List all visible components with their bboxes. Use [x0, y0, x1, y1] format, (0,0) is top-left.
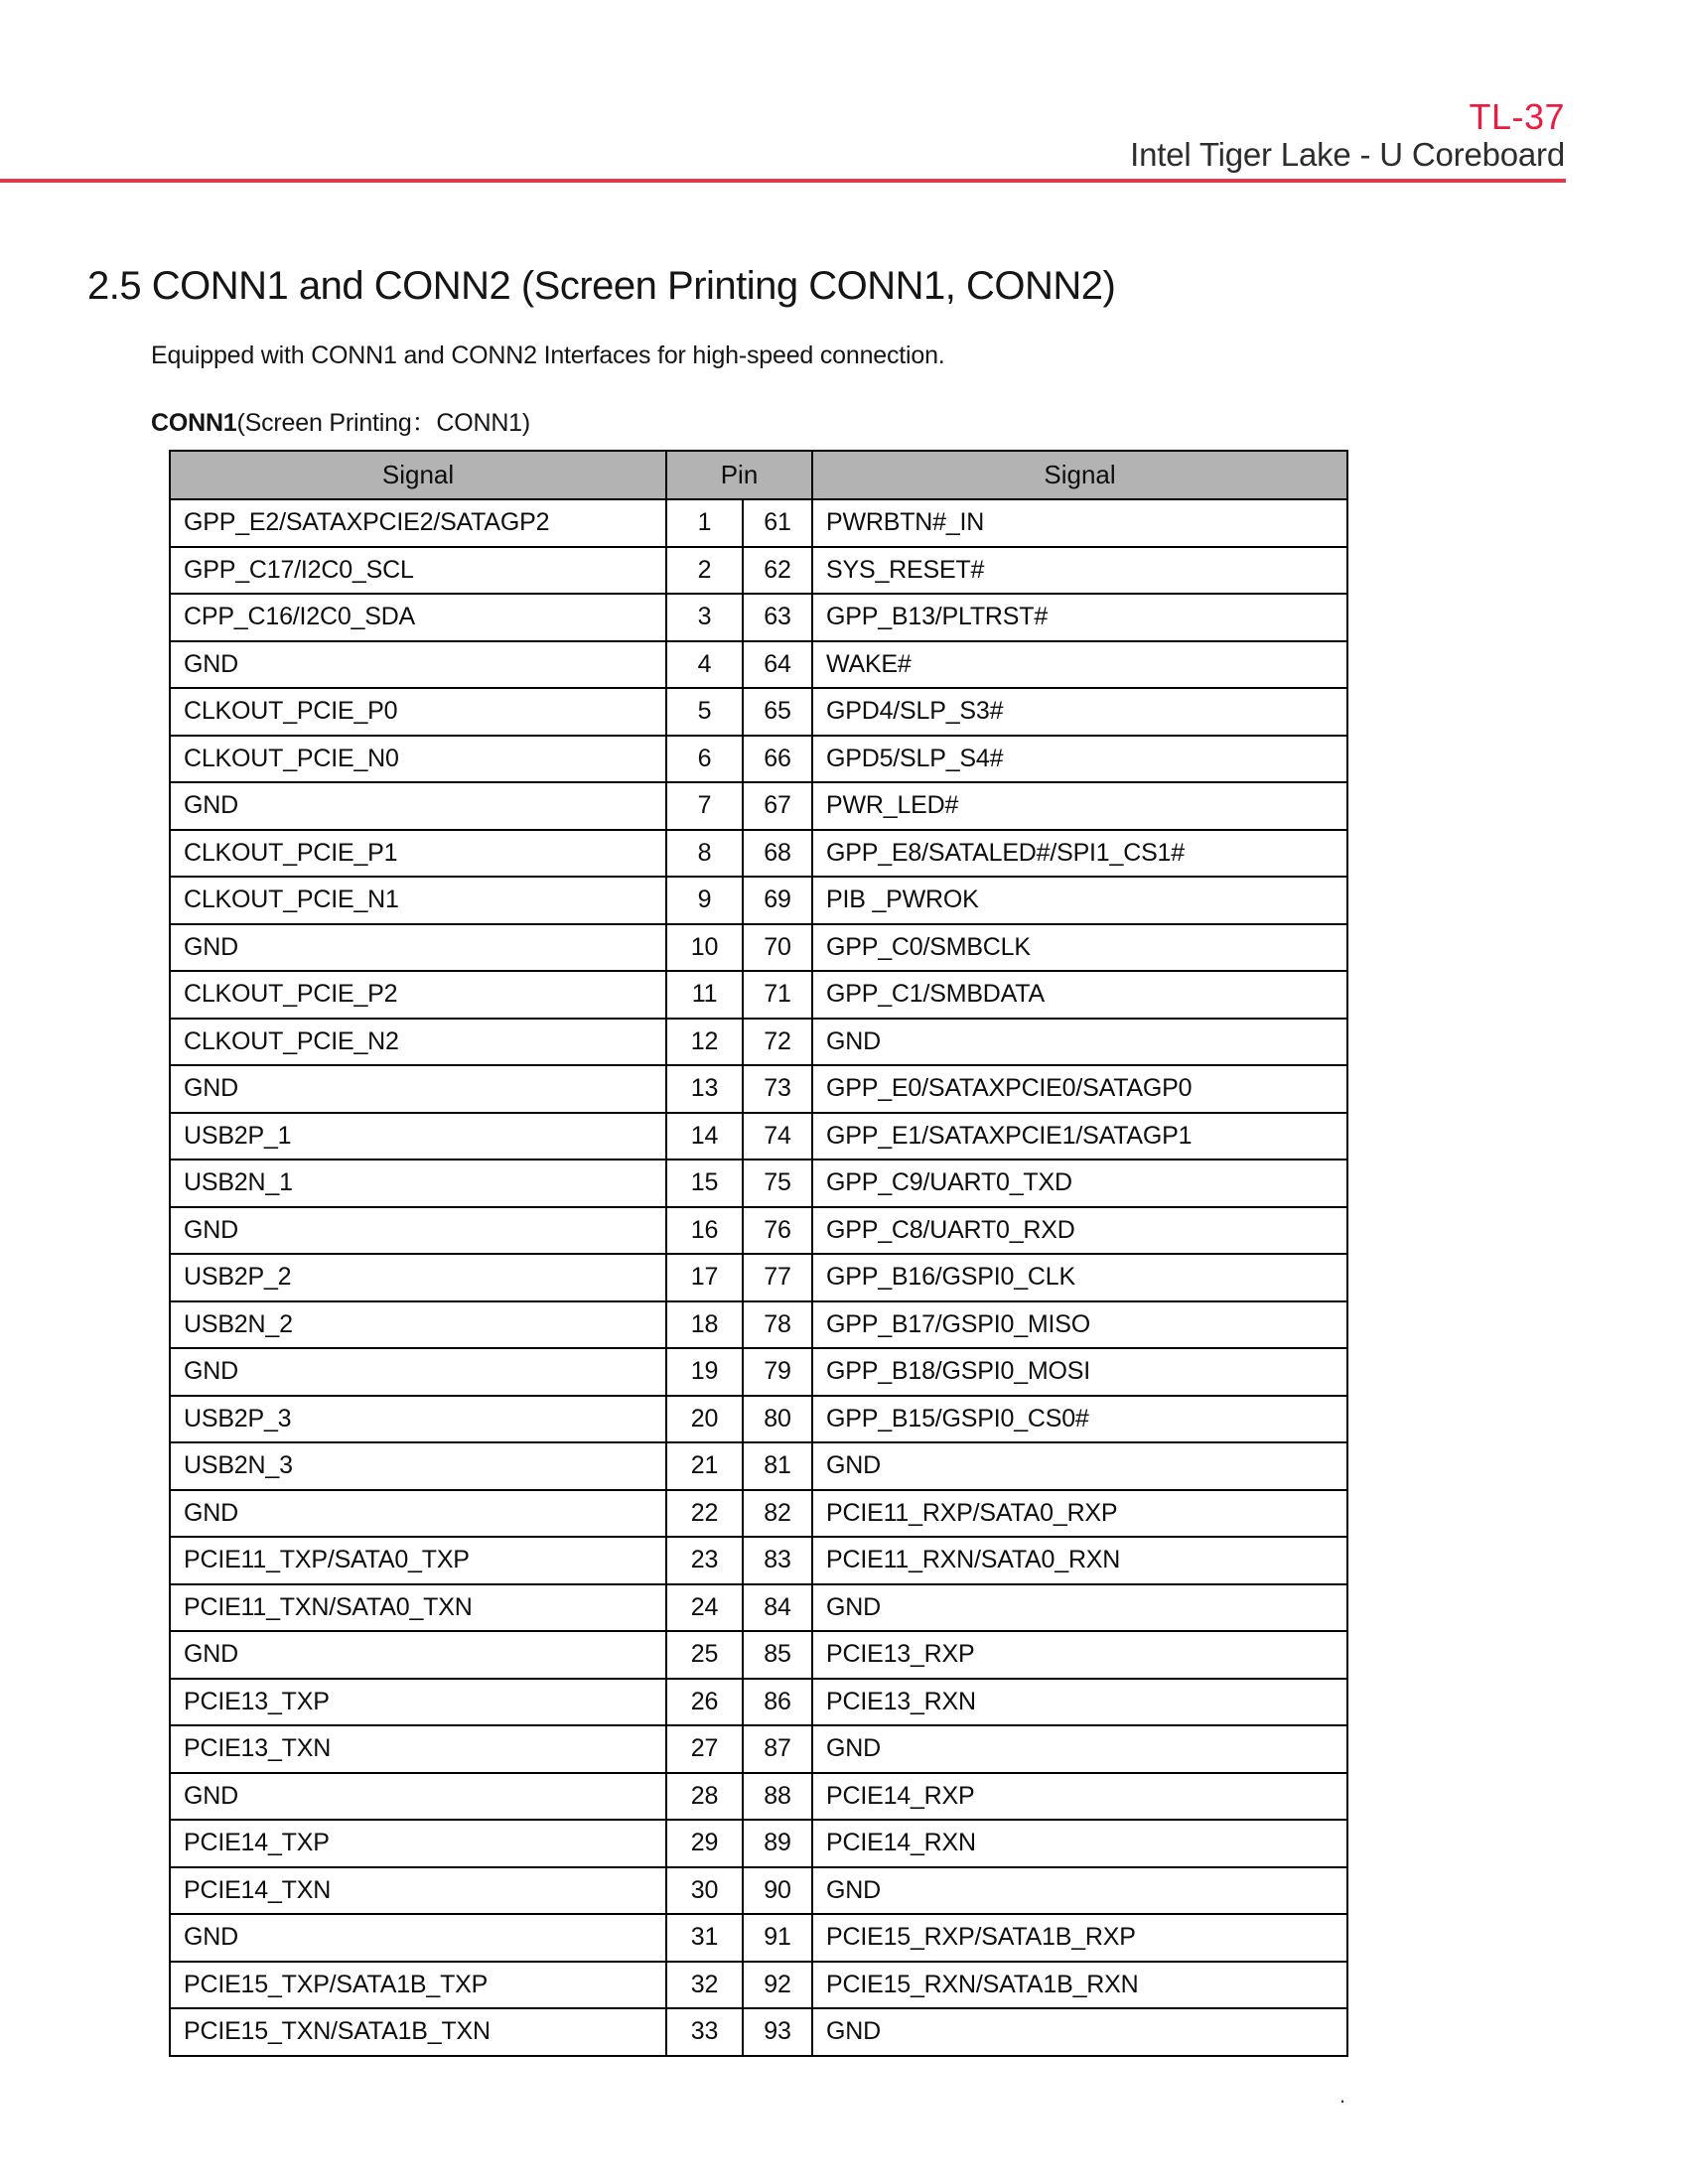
signal-name-cell: PCIE11_TXN/SATA0_TXN — [170, 1584, 666, 1632]
signal-name-cell: PCIE15_RXN/SATA1B_RXN — [812, 1962, 1347, 2009]
pin-number-cell: 21 — [666, 1442, 743, 1490]
pin-number-cell: 72 — [743, 1019, 812, 1066]
signal-name-cell: PCIE11_TXP/SATA0_TXP — [170, 1537, 666, 1584]
pin-number-cell: 84 — [743, 1584, 812, 1632]
stray-period: . — [1339, 2083, 1346, 2108]
signal-name-cell: GPP_E2/SATAXPCIE2/SATAGP2 — [170, 499, 666, 547]
signal-name-cell: GND — [170, 1631, 666, 1679]
signal-name-cell: GPP_B16/GSPI0_CLK — [812, 1254, 1347, 1301]
header-rule — [0, 179, 1566, 183]
pin-number-cell: 27 — [666, 1725, 743, 1773]
table-row — [170, 782, 1347, 830]
pin-number-cell: 5 — [666, 688, 743, 736]
signal-name-cell: PIB _PWROK — [812, 877, 1347, 924]
pin-number-cell: 22 — [666, 1490, 743, 1538]
pin-number-cell: 29 — [666, 1820, 743, 1867]
table-row — [170, 641, 1347, 689]
section-title: 2.5 CONN1 and CONN2 (Screen Printing CONN1, CONN2) — [87, 264, 1116, 308]
pin-number-cell: 88 — [743, 1773, 812, 1821]
pin-number-cell: 87 — [743, 1725, 812, 1773]
signal-name-cell: GND — [170, 1914, 666, 1962]
signal-name-cell: CLKOUT_PCIE_P1 — [170, 830, 666, 878]
signal-name-cell: PCIE14_RXP — [812, 1773, 1347, 1821]
signal-name-cell: CLKOUT_PCIE_N1 — [170, 877, 666, 924]
pin-number-cell: 15 — [666, 1160, 743, 1207]
table-header-row — [170, 451, 1347, 499]
pin-number-cell: 14 — [666, 1113, 743, 1160]
signal-name-cell: GPD4/SLP_S3# — [812, 688, 1347, 736]
signal-name-cell: USB2N_3 — [170, 1442, 666, 1490]
table-row — [170, 1490, 1347, 1538]
signal-name-cell: GND — [812, 1019, 1347, 1066]
pin-number-cell: 25 — [666, 1631, 743, 1679]
signal-name-cell: GPP_B15/GSPI0_CS0# — [812, 1396, 1347, 1443]
signal-name-cell: GPP_C8/UART0_RXD — [812, 1207, 1347, 1255]
signal-name-cell: USB2P_3 — [170, 1396, 666, 1443]
table-row — [170, 830, 1347, 878]
pin-number-cell: 8 — [666, 830, 743, 878]
pin-number-cell: 19 — [666, 1348, 743, 1396]
signal-name-cell: USB2N_2 — [170, 1301, 666, 1349]
signal-name-cell: PCIE13_RXP — [812, 1631, 1347, 1679]
table-row — [170, 1442, 1347, 1490]
signal-name-cell: PCIE13_TXP — [170, 1679, 666, 1726]
pin-number-cell: 85 — [743, 1631, 812, 1679]
table-row — [170, 1725, 1347, 1773]
pin-number-cell: 20 — [666, 1396, 743, 1443]
signal-name-cell: GND — [812, 1867, 1347, 1915]
signal-name-cell: PWR_LED# — [812, 782, 1347, 830]
pin-number-cell: 83 — [743, 1537, 812, 1584]
signal-name-cell: PCIE11_RXP/SATA0_RXP — [812, 1490, 1347, 1538]
pin-number-cell: 78 — [743, 1301, 812, 1349]
table-row — [170, 688, 1347, 736]
signal-name-cell: PCIE14_RXN — [812, 1820, 1347, 1867]
signal-name-cell: PCIE15_TXN/SATA1B_TXN — [170, 2008, 666, 2056]
signal-name-cell: USB2P_2 — [170, 1254, 666, 1301]
pin-number-cell: 11 — [666, 971, 743, 1019]
signal-name-cell: CLKOUT_PCIE_N2 — [170, 1019, 666, 1066]
pin-number-cell: 24 — [666, 1584, 743, 1632]
pin-number-cell: 69 — [743, 877, 812, 924]
pin-number-cell: 17 — [666, 1254, 743, 1301]
table-caption-bold: CONN1 — [151, 409, 237, 437]
column-header-signal-right: Signal — [812, 451, 1347, 499]
table-caption — [151, 403, 530, 439]
signal-name-cell: GND — [812, 2008, 1347, 2056]
signal-name-cell: GPP_C9/UART0_TXD — [812, 1160, 1347, 1207]
pin-number-cell: 28 — [666, 1773, 743, 1821]
pin-number-cell: 12 — [666, 1019, 743, 1066]
table-caption-rest: (Screen Printing：CONN1) — [236, 409, 531, 437]
signal-name-cell: PCIE13_TXN — [170, 1725, 666, 1773]
table-row — [170, 1584, 1347, 1632]
signal-name-cell: GND — [170, 1773, 666, 1821]
pin-number-cell: 61 — [743, 499, 812, 547]
signal-name-cell: WAKE# — [812, 641, 1347, 689]
column-header-signal-left: Signal — [170, 451, 666, 499]
pin-number-cell: 73 — [743, 1065, 812, 1113]
pin-number-cell: 4 — [666, 641, 743, 689]
pin-number-cell: 82 — [743, 1490, 812, 1538]
doc-code: TL-37 — [1469, 96, 1565, 137]
table-row — [170, 1867, 1347, 1915]
table-row — [170, 1773, 1347, 1821]
signal-name-cell: CPP_C16/I2C0_SDA — [170, 594, 666, 641]
signal-name-cell: GPP_B17/GSPI0_MISO — [812, 1301, 1347, 1349]
table-row — [170, 1254, 1347, 1301]
table-row — [170, 736, 1347, 783]
pin-number-cell: 91 — [743, 1914, 812, 1962]
pin-number-cell: 16 — [666, 1207, 743, 1255]
table-row — [170, 1396, 1347, 1443]
pin-number-cell: 9 — [666, 877, 743, 924]
pin-number-cell: 79 — [743, 1348, 812, 1396]
signal-name-cell: PCIE15_TXP/SATA1B_TXP — [170, 1962, 666, 2009]
signal-name-cell: PCIE13_RXN — [812, 1679, 1347, 1726]
table-row — [170, 1820, 1347, 1867]
pin-number-cell: 92 — [743, 1962, 812, 2009]
signal-name-cell: GND — [812, 1442, 1347, 1490]
pin-number-cell: 66 — [743, 736, 812, 783]
table-row — [170, 877, 1347, 924]
pin-number-cell: 86 — [743, 1679, 812, 1726]
pin-number-cell: 75 — [743, 1160, 812, 1207]
pin-number-cell: 32 — [666, 1962, 743, 2009]
table-row — [170, 1962, 1347, 2009]
table-row — [170, 971, 1347, 1019]
table-row — [170, 1207, 1347, 1255]
pin-number-cell: 7 — [666, 782, 743, 830]
signal-name-cell: GND — [170, 1490, 666, 1538]
signal-name-cell: CLKOUT_PCIE_N0 — [170, 736, 666, 783]
pin-number-cell: 63 — [743, 594, 812, 641]
pin-number-cell: 2 — [666, 547, 743, 595]
signal-name-cell: GND — [170, 1348, 666, 1396]
signal-name-cell: GPP_C17/I2C0_SCL — [170, 547, 666, 595]
table-row — [170, 924, 1347, 972]
signal-name-cell: GND — [170, 1065, 666, 1113]
table-row — [170, 1113, 1347, 1160]
pin-number-cell: 81 — [743, 1442, 812, 1490]
signal-name-cell: GPP_E1/SATAXPCIE1/SATAGP1 — [812, 1113, 1347, 1160]
pin-number-cell: 70 — [743, 924, 812, 972]
signal-name-cell: PCIE14_TXP — [170, 1820, 666, 1867]
pin-number-cell: 71 — [743, 971, 812, 1019]
signal-name-cell: GPP_C1/SMBDATA — [812, 971, 1347, 1019]
pin-number-cell: 18 — [666, 1301, 743, 1349]
table-row — [170, 1065, 1347, 1113]
pin-number-cell: 74 — [743, 1113, 812, 1160]
pin-number-cell: 76 — [743, 1207, 812, 1255]
signal-name-cell: PCIE14_TXN — [170, 1867, 666, 1915]
intro-paragraph: Equipped with CONN1 and CONN2 Interfaces for high-speed connection. — [151, 341, 945, 369]
signal-name-cell: GPP_B18/GSPI0_MOSI — [812, 1348, 1347, 1396]
signal-name-cell: GND — [170, 924, 666, 972]
signal-name-cell: GPD5/SLP_S4# — [812, 736, 1347, 783]
pin-number-cell: 67 — [743, 782, 812, 830]
signal-name-cell: PCIE11_RXN/SATA0_RXN — [812, 1537, 1347, 1584]
pin-number-cell: 10 — [666, 924, 743, 972]
table-row — [170, 547, 1347, 595]
signal-name-cell: GND — [812, 1725, 1347, 1773]
pin-number-cell: 77 — [743, 1254, 812, 1301]
pin-number-cell: 6 — [666, 736, 743, 783]
signal-name-cell: PWRBTN#_IN — [812, 499, 1347, 547]
signal-name-cell: GPP_E0/SATAXPCIE0/SATAGP0 — [812, 1065, 1347, 1113]
table-row — [170, 1301, 1347, 1349]
pin-table — [169, 450, 1348, 2057]
pin-number-cell: 62 — [743, 547, 812, 595]
signal-name-cell: CLKOUT_PCIE_P0 — [170, 688, 666, 736]
table-row — [170, 1160, 1347, 1207]
table-row — [170, 1631, 1347, 1679]
table-row — [170, 499, 1347, 547]
signal-name-cell: GND — [170, 1207, 666, 1255]
signal-name-cell: CLKOUT_PCIE_P2 — [170, 971, 666, 1019]
pin-number-cell: 89 — [743, 1820, 812, 1867]
signal-name-cell: PCIE15_RXP/SATA1B_RXP — [812, 1914, 1347, 1962]
signal-name-cell: SYS_RESET# — [812, 547, 1347, 595]
table-row — [170, 1537, 1347, 1584]
table-row — [170, 594, 1347, 641]
table-row — [170, 2008, 1347, 2056]
table-row — [170, 1679, 1347, 1726]
pin-table-container — [169, 450, 1348, 2057]
pin-table-body — [170, 499, 1347, 2056]
product-title: Intel Tiger Lake - U Coreboard — [1130, 136, 1565, 173]
pin-number-cell: 3 — [666, 594, 743, 641]
pin-number-cell: 65 — [743, 688, 812, 736]
signal-name-cell: GND — [812, 1584, 1347, 1632]
pin-number-cell: 23 — [666, 1537, 743, 1584]
pin-number-cell: 1 — [666, 499, 743, 547]
pin-number-cell: 33 — [666, 2008, 743, 2056]
signal-name-cell: USB2N_1 — [170, 1160, 666, 1207]
signal-name-cell: GND — [170, 782, 666, 830]
pin-number-cell: 30 — [666, 1867, 743, 1915]
pin-number-cell: 31 — [666, 1914, 743, 1962]
pin-number-cell: 64 — [743, 641, 812, 689]
table-row — [170, 1348, 1347, 1396]
column-header-pin: Pin — [666, 451, 812, 499]
table-row — [170, 1914, 1347, 1962]
signal-name-cell: GND — [170, 641, 666, 689]
pin-number-cell: 93 — [743, 2008, 812, 2056]
signal-name-cell: GPP_C0/SMBCLK — [812, 924, 1347, 972]
signal-name-cell: GPP_E8/SATALED#/SPI1_CS1# — [812, 830, 1347, 878]
pin-number-cell: 13 — [666, 1065, 743, 1113]
table-row — [170, 1019, 1347, 1066]
signal-name-cell: GPP_B13/PLTRST# — [812, 594, 1347, 641]
signal-name-cell: USB2P_1 — [170, 1113, 666, 1160]
pin-number-cell: 68 — [743, 830, 812, 878]
pin-number-cell: 80 — [743, 1396, 812, 1443]
pin-number-cell: 26 — [666, 1679, 743, 1726]
pin-number-cell: 90 — [743, 1867, 812, 1915]
